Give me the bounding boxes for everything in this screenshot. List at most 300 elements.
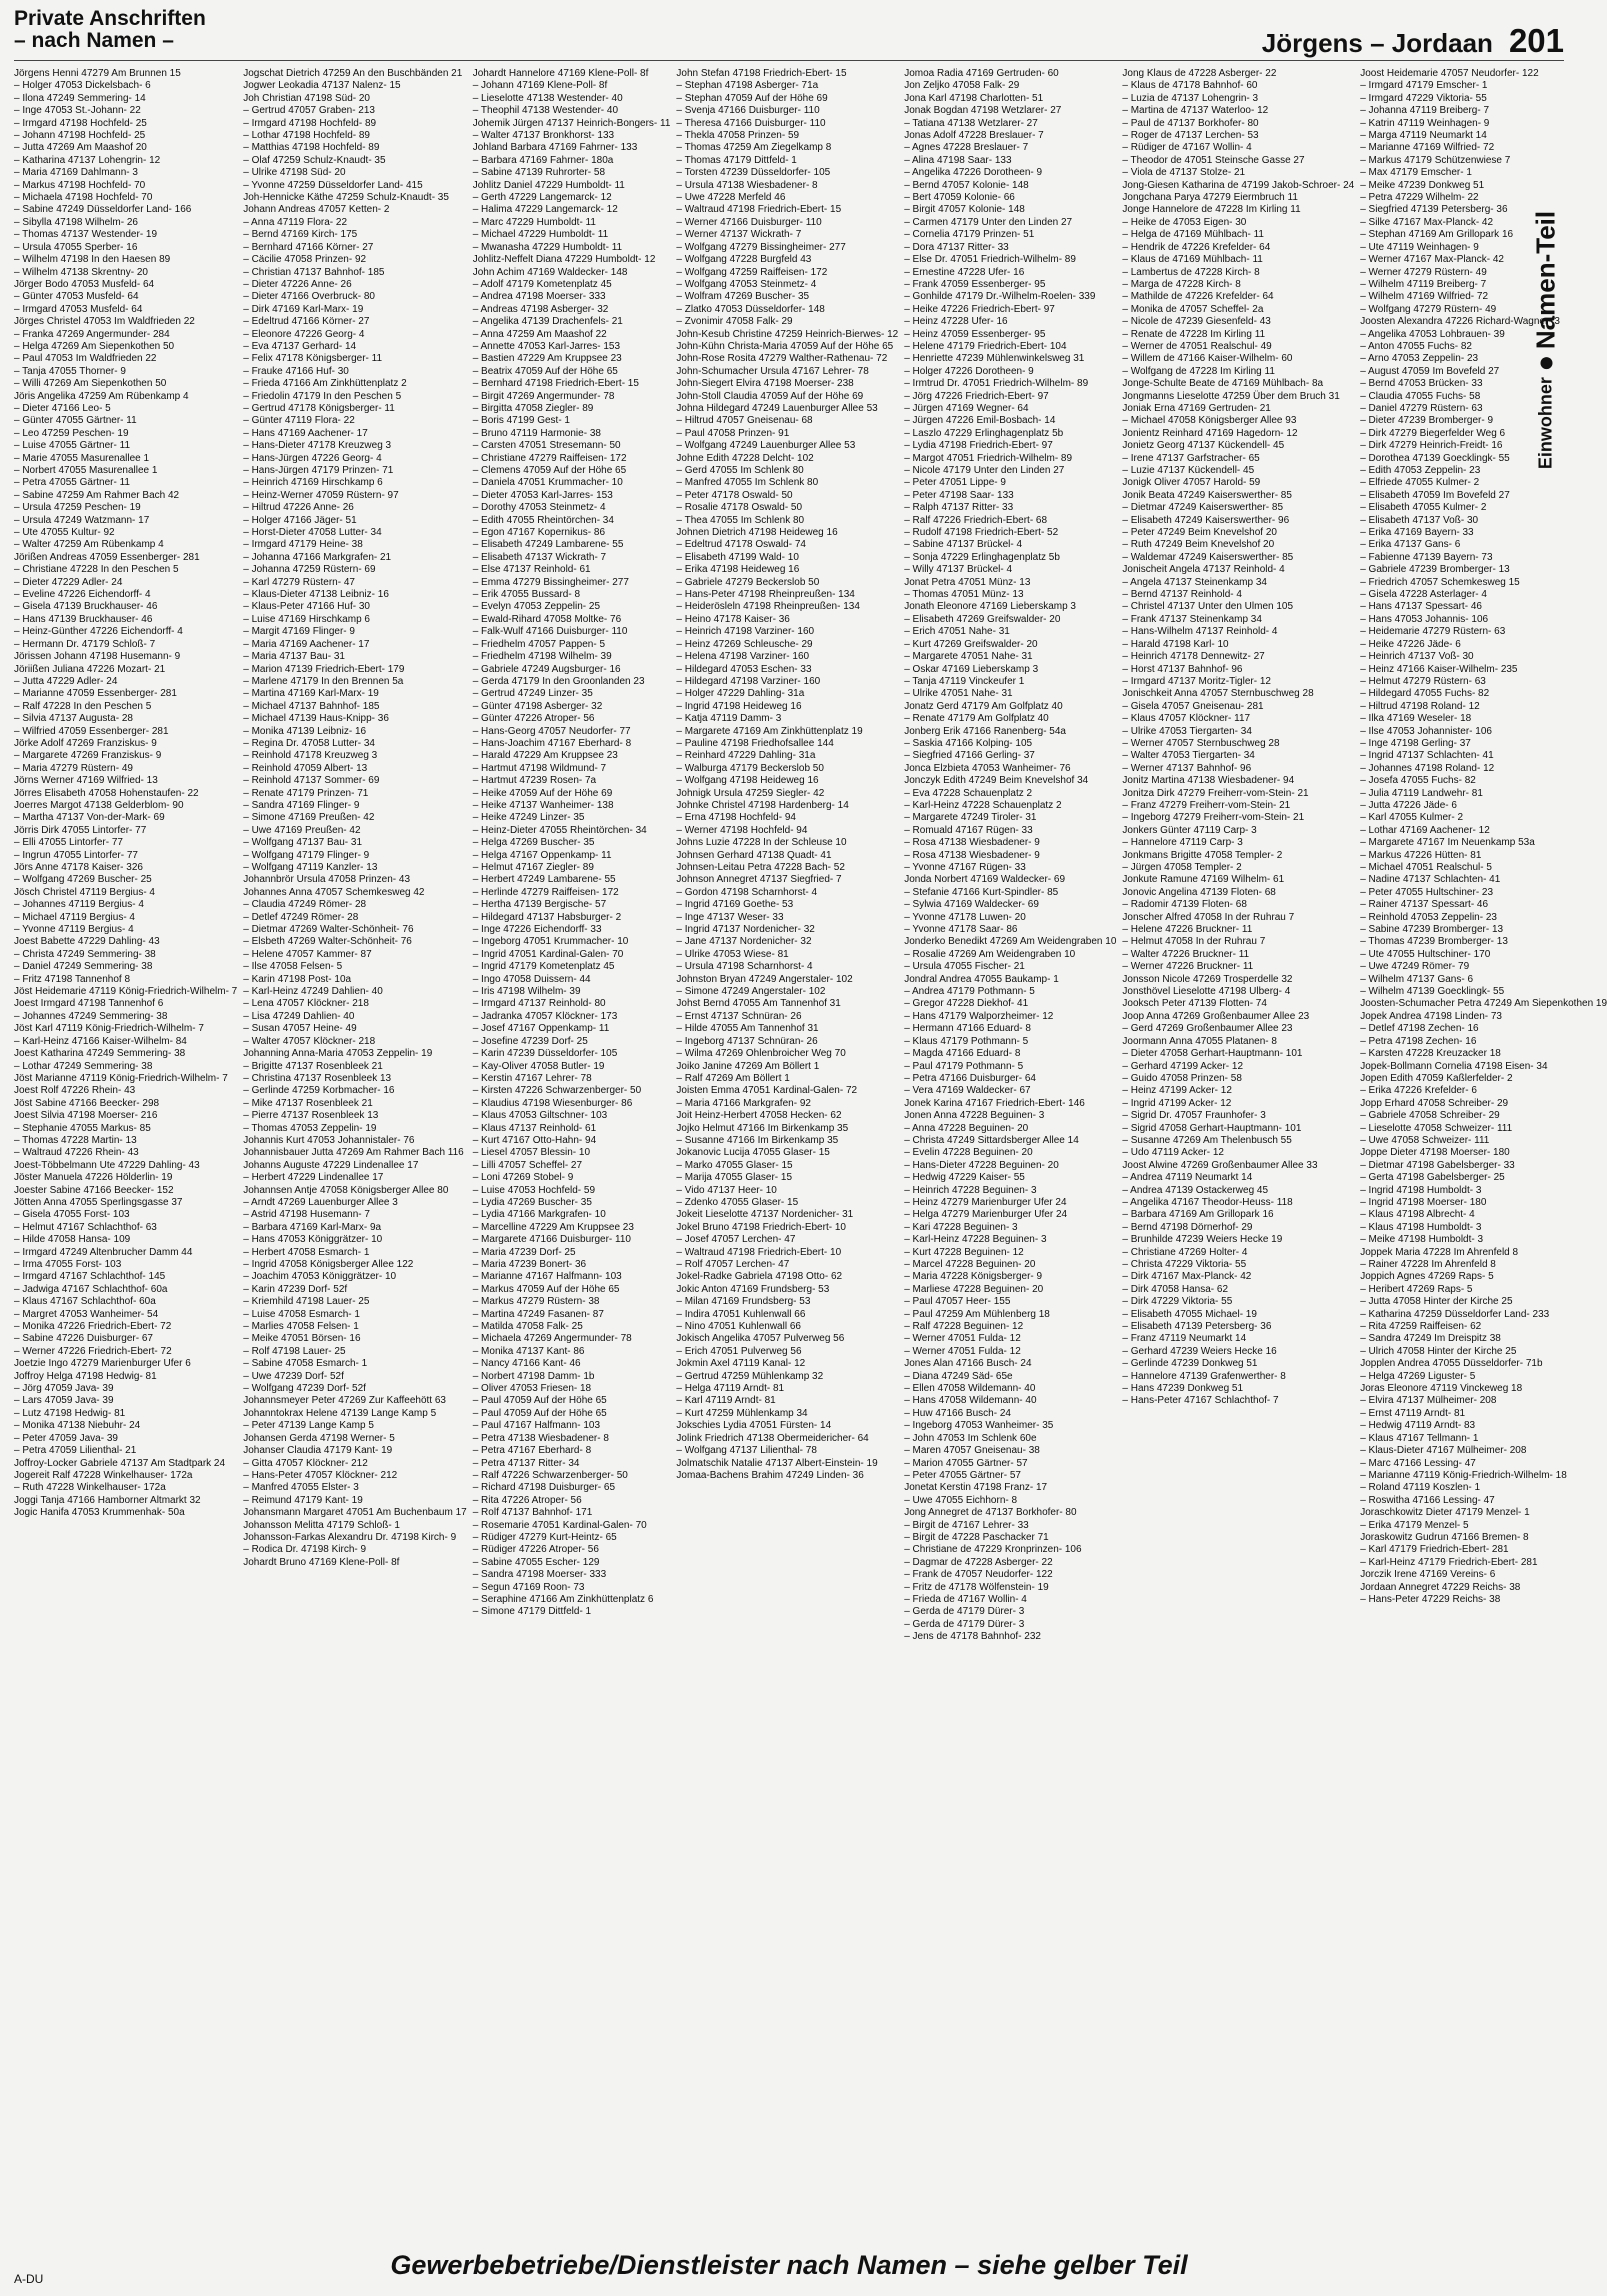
directory-entry: – Kurt 47269 Greifswalder- 20 [904,638,1038,650]
directory-entry: – Yvonne 47119 Bergius- 4 [14,924,134,936]
directory-entry: – Karl-Heinz 47249 Dahlien- 40 [243,986,383,998]
directory-entry: – Bernhard 47166 Körner- 27 [243,241,374,253]
directory-entry: – Frank 47059 Essenberger- 95 [904,278,1046,290]
directory-entry: Johannes Anna 47057 Schemkesweg 42 [243,886,425,898]
directory-entry: – Maria 47239 Dorf- 25 [472,1246,576,1258]
directory-entry: – Wolfgang de 47228 Im Kirling 11 [1122,365,1275,377]
directory-entry: – Ute 47119 Weinhagen- 9 [1360,241,1479,253]
directory-entry: – Karl 47279 Rüstern- 47 [243,576,355,588]
directory-entry: – Elisabeth 47199 Wald- 10 [676,551,799,563]
directory-entry: – Josefine 47239 Dorf- 25 [472,1035,588,1047]
directory-entry: – Sylwia 47169 Waldecker- 69 [904,899,1039,911]
directory-entry: – Falk-Wulf 47166 Duisburger- 110 [472,626,628,638]
directory-entry: – Marianne 47167 Halfmann- 103 [472,1271,622,1283]
directory-entry: – Gerda 47179 In den Groonlanden 23 [472,675,645,687]
directory-entry: – Irmgard 47198 Hochfeld- 89 [243,117,377,129]
directory-entry: – Hans 47137 Spessart- 46 [1360,601,1482,613]
directory-entry: – Ruth 47228 Winkelhauser- 172a [14,1482,166,1494]
directory-entry: – Heinz 47199 Acker- 12 [1122,1085,1232,1097]
directory-entry: – Helene 47057 Kammer- 87 [243,948,372,960]
directory-entry: – Hans 47169 Aachener- 17 [243,427,368,439]
directory-entry: – Karl-Heinz 47228 Schauenplatz 2 [904,799,1062,811]
directory-entry: Joost Alwine 47269 Großenbaumer Allee 33 [1122,1159,1318,1171]
directory-entry: – Maria 47169 Dahlmann- 3 [14,167,138,179]
directory-entry: – Bernd 47198 Dörnerhof- 29 [1122,1221,1253,1233]
directory-entry: – Dirk 47167 Max-Planck- 42 [1122,1271,1252,1283]
directory-entry: – Helene 47179 Friedrich-Ebert- 104 [904,340,1067,352]
directory-entry: Jokschies Lydia 47051 Fürsten- 14 [676,1420,832,1432]
directory-entry: – Erik 47055 Bussard- 8 [472,589,580,601]
directory-entry: – Andrea 47198 Moerser- 333 [472,291,606,303]
directory-entry: – Pauline 47198 Friedhofsallee 144 [676,737,834,749]
directory-entry: Jonge Hannelore de 47228 Im Kirling 11 [1122,204,1301,216]
directory-entry: – Carmen 47179 Unter den Linden 27 [904,216,1073,228]
directory-entry: Jöst Sabine 47166 Beecker- 298 [14,1097,160,1109]
directory-entry: Jooksch Peter 47139 Flotten- 74 [1122,998,1267,1010]
directory-entry: – Petra 47166 Duisburger- 64 [904,1072,1036,1084]
directory-entry: – Gerda de 47179 Dürer- 3 [904,1618,1025,1630]
directory-entry: – Peter 47059 Java- 39 [14,1432,118,1444]
directory-entry: – Dirk 47058 Hansa- 62 [1122,1283,1229,1295]
directory-entry: – Wolfgang 47119 Kanzler- 13 [243,862,378,873]
directory-entry: – Günter 47226 Atroper- 56 [472,713,595,725]
directory-entry: – Werner 47166 Duisburger- 110 [676,216,822,228]
directory-entry: – Meike 47198 Humboldt- 3 [1360,1234,1484,1246]
directory-entry: – Marianne 47059 Essenberger- 281 [14,688,177,700]
directory-entry: – Michael 47139 Haus-Knipp- 36 [243,713,389,725]
directory-entry: – Frieda 47166 Am Zinkhüttenplatz 2 [243,378,407,390]
directory-entry: – Hertha 47139 Bergische- 57 [472,899,607,911]
directory-entry: – Marcel 47228 Beguinen- 20 [904,1259,1036,1270]
directory-entry: – Christel 47137 Unter den Ulmen 105 [1122,601,1294,613]
directory-entry: – Wolfgang 47249 Lauenburger Allee 53 [676,440,856,452]
directory-entry: Johansson-Farkas Alexandru Dr. 47198 Kirch- 9 [243,1531,457,1543]
directory-entry: Jonscher Alfred 47058 In der Ruhrau 7 [1122,911,1295,923]
directory-entry: – Erika 47179 Menzel- 5 [1360,1519,1469,1531]
directory-entry: – Josef 47167 Oppenkamp- 11 [472,1023,610,1035]
directory-entry: – Uwe 47249 Römer- 79 [1360,961,1470,973]
directory-entry: – Bert 47059 Kolonie- 66 [904,192,1015,204]
directory-entry: – Hans-Jürgen 47179 Prinzen- 71 [243,465,394,476]
directory-entry: – Elisabeth 47055 Kulmer- 2 [1360,502,1487,514]
directory-entry: – Udo 47119 Acker- 12 [1122,1147,1224,1159]
directory-entry: – Maria 47239 Bonert- 36 [472,1259,587,1270]
directory-entry: – Ingo 47058 Duissern- 44 [472,973,591,985]
directory-entry: – Rolf 47137 Bahnhof- 171 [472,1507,593,1519]
directory-entry: – Margarete 47051 Nahe- 31 [904,651,1033,663]
side-tab-text [1531,211,1562,469]
directory-entry: – Huw 47166 Busch- 24 [904,1407,1011,1419]
directory-entry: – Hannelore 47119 Carp- 3 [1122,837,1243,849]
directory-entry: – Rosa 47138 Wiesbadener- 9 [904,849,1040,861]
directory-entry: Jonitza Dirk 47279 Freiherr-vom-Stein- 21 [1122,787,1309,799]
directory-entry: – Harald 47229 Am Kruppsee 23 [472,750,618,762]
directory-entry: Joost Heidemarie 47057 Neudorfer- 122 [1360,68,1539,79]
directory-entry: – Rita 47226 Atroper- 56 [472,1494,582,1506]
directory-entry: Joisten Emma 47051 Kardinal-Galen- 72 [676,1085,858,1097]
directory-entry: – Helmut 47058 In der Ruhrau 7 [1122,936,1266,948]
directory-entry: – Luise 47058 Esmarch- 1 [243,1308,360,1320]
directory-entry: – Gisela 47139 Bruckhauser- 46 [14,601,158,613]
directory-entry: Johannisbauer Jutta 47269 Am Rahmer Bach 116 [243,1147,464,1159]
directory-entry: Johansson Melitta 47179 Schloß- 1 [243,1519,400,1531]
directory-entry: – Franka 47269 Angermunder- 284 [14,328,170,340]
directory-entry: – Peter 47249 Beim Knevelshof 20 [1122,527,1277,539]
directory-entry: – Regina Dr. 47058 Lutter- 34 [243,737,375,749]
directory-entry: – Birgit de 47228 Paschacker 71 [904,1531,1049,1543]
directory-entry: – Sabine 47058 Esmarch- 1 [243,1358,368,1370]
directory-entry: – Markus 47059 Auf der Höhe 65 [472,1283,620,1295]
directory-entry: – Lars 47059 Java- 39 [14,1395,114,1407]
directory-entry: – Sabine 47139 Ruhrorter- 58 [472,167,606,179]
directory-entry: – Walter 47259 Am Rübenkamp 4 [14,539,164,551]
directory-entry: Johardt Hannelore 47169 Klene-Poll- 8f [472,68,649,79]
directory-entry: – Hartmut 47239 Rosen- 7a [472,775,597,787]
directory-entry: – Brunhilde 47239 Weiers Hecke 19 [1122,1234,1283,1246]
directory-entry: – Dieter 47166 Overbruck- 80 [243,291,375,303]
directory-entry: – Walter 47053 Tiergarten- 34 [1122,750,1255,762]
directory-entry: – Andreas 47198 Asberger- 32 [472,303,609,315]
directory-entry: – Susanne 47269 Am Thelenbusch 55 [1122,1134,1292,1146]
directory-entry: – Margarete 47269 Franziskus- 9 [14,750,162,762]
directory-entry: – Anna 47228 Beguinen- 20 [904,1122,1029,1134]
directory-column [473,68,671,2246]
directory-entry: – Heribert 47269 Raps- 5 [1360,1283,1473,1295]
directory-entry: – Matthias 47198 Hochfeld- 89 [243,142,380,154]
directory-entry: – Karsten 47228 Kreuzacker 18 [1360,1048,1501,1060]
directory-entry: Jones Alan 47166 Busch- 24 [904,1358,1032,1370]
directory-entry: – Kurt 47228 Beguinen- 12 [904,1246,1024,1258]
directory-entry: Jöris Angelika 47259 Am Rübenkamp 4 [14,390,189,402]
directory-entry: – Stephan 47169 Am Grillopark 16 [1360,229,1514,241]
directory-entry: – Heinrich 47198 Varziner- 160 [676,626,815,638]
directory-entry: – Wolfgang 47279 Rüstern- 49 [1360,303,1497,315]
section-title [14,8,206,52]
directory-entry: Jong Klaus de 47228 Asberger- 22 [1122,68,1277,79]
directory-entry: – Lilli 47057 Scheffel- 27 [472,1159,583,1171]
directory-entry: – Werner 47137 Bahnhof- 96 [1122,762,1252,774]
directory-entry: – Werner 47167 Max-Planck- 42 [1360,254,1504,266]
directory-entry: Jongchana Parya 47279 Eiermbruch 11 [1122,192,1298,204]
directory-entry: – Jürgen 47058 Templer- 2 [1122,862,1242,873]
directory-entry: Joester Sabine 47166 Beecker- 152 [14,1184,174,1196]
directory-entry: – Erika 47169 Bayern- 33 [1360,527,1474,539]
directory-entry: Johlitz Daniel 47229 Humboldt- 11 [472,179,625,191]
directory-entry: – Bruno 47119 Harmonie- 38 [472,427,601,439]
directory-entry: – Mwanasha 47229 Humboldt- 11 [472,241,623,253]
directory-entry: Joop Anna 47269 Großenbaumer Allee 23 [1122,1010,1310,1022]
directory-entry: – Hildegard 47053 Eschen- 33 [676,663,812,675]
directory-entry: – Paul 47058 Prinzen- 91 [676,427,790,439]
directory-entry: – Petra 47167 Eberhard- 8 [472,1445,592,1457]
directory-entry: Johnston Bryan 47249 Angerstaler- 102 [676,973,853,985]
directory-entry: – Leo 47259 Peschen- 19 [14,427,129,439]
directory-entry: – Rosemarie 47051 Kardinal-Galen- 70 [472,1519,647,1531]
directory-entry: Joetzie Ingo 47279 Marienburger Ufer 6 [14,1358,191,1370]
directory-entry: – Marga 47119 Neumarkt 14 [1360,130,1487,142]
directory-entry: – Wilhelm 47198 In den Haesen 89 [14,254,171,266]
directory-entry: – Thomas 47259 Am Ziegelkamp 8 [676,142,832,154]
directory-entry: – Else 47137 Reinhold- 61 [472,564,591,576]
directory-entry: Joppek Maria 47228 Im Ahrenfeld 8 [1360,1246,1519,1258]
directory-entry: – Marlene 47179 In den Brennen 5a [243,675,404,687]
directory-entry: – Anna 47259 Am Maashof 22 [472,328,607,340]
directory-entry: Jogereit Ralf 47228 Winkelhauser- 172a [14,1469,193,1481]
directory-entry: – Sandra 47169 Flinger- 9 [243,799,360,811]
directory-entry: – Ingrid 47169 Goethe- 53 [676,899,794,911]
directory-entry: – Gregor 47228 Diekhof- 41 [904,998,1029,1010]
directory-entry: – Klaus de 47178 Bahnhof- 60 [1122,80,1258,92]
directory-entry: – Klaus-Dieter 47167 Mülheimer- 208 [1360,1445,1527,1457]
directory-entry: – Herbert 47249 Lambarene- 55 [472,874,616,886]
directory-entry: – Walter 47137 Bronkhorst- 133 [472,130,615,142]
directory-entry: Jöst Marianne 47119 König-Friedrich-Wilhelm- 7 [14,1072,228,1084]
directory-entry: – Silvia 47137 Augusta- 28 [14,713,133,725]
directory-entry: – Zlatko 47053 Düsseldorfer- 148 [676,303,825,315]
directory-entry: – Monika 47226 Friedrich-Ebert- 72 [14,1321,172,1333]
directory-entry: – Michaela 47269 Angermunder- 78 [472,1333,632,1345]
directory-entry: Joest Rolf 47226 Rhein- 43 [14,1085,136,1097]
directory-entry: – Helena 47198 Varziner- 160 [676,651,810,663]
directory-entry: – Margarete 47249 Tiroler- 31 [904,812,1037,824]
directory-entry: – Monika de 47057 Scheffel- 2a [1122,303,1264,315]
directory-entry: – Lisa 47249 Dahlien- 40 [243,1010,355,1022]
directory-entry: – Christiane 47269 Holter- 4 [1122,1246,1248,1258]
directory-entry: Jörges Christel 47053 Im Waldfrieden 22 [14,316,195,328]
directory-entry: – Evelin 47228 Beguinen- 20 [904,1147,1033,1159]
directory-entry: – Liesel 47057 Blessin- 10 [472,1147,591,1159]
directory-entry: – Hans 47058 Wildemann- 40 [904,1395,1037,1407]
directory-entry: – Gerhard 47199 Acker- 12 [1122,1060,1244,1072]
directory-entry: – Walter 47226 Bruckner- 11 [1122,948,1250,960]
directory-entry: – Rodica Dr. 47198 Kirch- 9 [243,1544,367,1556]
directory-entry: – Hilde 47058 Hansa- 109 [14,1234,131,1246]
directory-entry: Jokeit Lieselotte 47137 Nordenicher- 31 [676,1209,854,1221]
directory-entry: – Marianne 47169 Wilfried- 72 [1360,142,1495,154]
directory-entry: – Hendrik de 47226 Krefelder- 64 [1122,241,1271,253]
directory-entry: Jolmatschik Natalie 47137 Albert-Einstein- 19 [676,1457,878,1469]
directory-entry: – Clemens 47059 Auf der Höhe 65 [472,465,627,476]
directory-entry: – Gerth 47229 Langemarck- 12 [472,192,612,204]
directory-entry: – Wolfgang 47259 Raiffeisen- 172 [676,266,828,278]
directory-entry: John-Kesub Christine 47259 Heinrich-Bierwes- 12 [676,328,899,340]
directory-entry: – Uwe 47055 Eichhorn- 8 [904,1494,1018,1506]
directory-entry: – Helmut 47279 Rüstern- 63 [1360,675,1486,687]
directory-entry: Jogschat Dietrich 47259 An den Buschbänden 21 [243,68,463,79]
directory-entry: – Edith 47053 Zeppelin- 23 [1360,465,1481,476]
directory-entry: – Friedhelm 47057 Pappen- 5 [472,638,606,650]
directory-entry: Johne Edith 47228 Delcht- 102 [676,452,814,464]
directory-entry: – Lothar 47169 Aachener- 12 [1360,824,1490,836]
directory-entry: – Thomas 47051 Münz- 13 [904,589,1024,601]
directory-entry: – Paul 47059 Auf der Höhe 65 [472,1395,607,1407]
directory-entry: – Norbert 47198 Damm- 1b [472,1370,595,1382]
directory-entry: – Theresa 47166 Duisburger- 110 [676,117,826,129]
directory-entry: Joerres Margot 47138 Gelderblom- 90 [14,799,184,811]
directory-entry: Jonek Karina 47167 Friedrich-Ebert- 146 [904,1097,1085,1109]
directory-entry: – Ute 47055 Hultschiner- 170 [1360,948,1491,960]
directory-entry: – Susanne 47166 Im Birkenkamp 35 [676,1134,839,1146]
directory-entry: – Iris 47198 Wilhelm- 39 [472,986,581,998]
directory-entry: – Gisela 47057 Gneisenau- 281 [1122,700,1264,712]
directory-entry: – Ulrike 47053 Wiese- 81 [676,948,789,960]
directory-entry: – Detlef 47198 Zechen- 16 [1360,1023,1479,1035]
directory-entry: – Daniel 47279 Rüstern- 63 [1360,402,1483,414]
directory-entry: Johnen Dietrich 47198 Heideweg 16 [676,527,838,539]
directory-entry: – Reinhold 47059 Albert- 13 [243,762,368,774]
directory-entry: – Gordon 47198 Scharnhorst- 4 [676,886,818,898]
directory-entry: – Wolfram 47269 Buscher- 35 [676,291,810,303]
directory-entry: – Sigrid Dr. 47057 Fraunhofer- 3 [1122,1110,1266,1122]
directory-entry: – Heiderösleln 47198 Rheinpreußen- 134 [676,601,860,613]
directory-entry: – Ulrich 47058 Hinter der Kirche 25 [1360,1345,1517,1357]
directory-entry: – Klaus de 47169 Mühlbach- 11 [1122,254,1263,266]
directory-entry: Jöriißen Juliana 47226 Mozart- 21 [14,663,166,675]
directory-entry: – Ralf 47228 Beguinen- 12 [904,1321,1024,1333]
directory-entry: – Roland 47119 Koszlen- 1 [1360,1482,1481,1494]
directory-entry: – Carsten 47051 Stresemann- 50 [472,440,621,452]
directory-entry: – Ingeborg 47279 Freiherr-vom-Stein- 21 [1122,812,1305,824]
directory-entry: – Ingrid 47051 Kardinal-Galen- 70 [472,948,624,960]
directory-entry: – Karin 47239 Dorf- 52f [243,1283,348,1295]
directory-entry: – Peter 47139 Lange Kamp 5 [243,1420,374,1432]
directory-entry: Johannsen Antje 47058 Königsberger Allee 80 [243,1184,449,1196]
directory-entry: – Karl-Heinz 47179 Friedrich-Ebert- 281 [1360,1556,1538,1568]
directory-entry: – Klaus 47167 Schlachthof- 60a [14,1296,156,1308]
directory-entry: Johann Andreas 47057 Ketten- 2 [243,204,390,216]
directory-entry: – Kriemhild 47198 Lauer- 25 [243,1296,370,1308]
directory-entry: – Alina 47198 Saar- 133 [904,154,1012,166]
directory-entry: – Frieda de 47167 Wollin- 4 [904,1593,1027,1605]
directory-entry: – Marlies 47058 Felsen- 1 [243,1321,359,1333]
directory-entry: – Seraphine 47166 Am Zinkhüttenplatz 6 [472,1593,654,1605]
directory-entry: Johnsen-Leitau Petra 47228 Bach- 52 [676,862,845,873]
directory-entry: – Wolfgang 47053 Steinmetz- 4 [676,278,817,290]
directory-entry: Jonischeit Angela 47137 Reinhold- 4 [1122,564,1285,576]
directory-entry: – Elisabeth 47137 Wickrath- 7 [472,551,607,563]
directory-entry: – Werner 47226 Bruckner- 11 [1122,961,1254,973]
directory-entry: Joppe Dieter 47198 Moerser- 180 [1360,1147,1510,1159]
directory-entry: Jokanovic Lucija 47055 Glaser- 15 [676,1147,830,1159]
directory-entry: – Andrea 47139 Ostackerweg 45 [1122,1184,1269,1196]
directory-entry: – Margret 47053 Wanheimer- 54 [14,1308,159,1320]
directory-entry: – Adolf 47179 Kometenplatz 45 [472,278,612,290]
directory-entry: – Hiltrud 47226 Anne- 26 [243,502,354,514]
directory-entry: Joraskowitz Gudrun 47166 Bremen- 8 [1360,1531,1529,1543]
directory-entry: – Annette 47053 Karl-Jarres- 153 [472,340,621,352]
directory-entry: – Luise 47053 Hochfeld- 59 [472,1184,596,1196]
directory-entry: – Heinz-Günther 47226 Eichendorff- 4 [14,626,183,638]
directory-entry: Jonigk Oliver 47057 Harold- 59 [1122,477,1261,489]
directory-entry: – Inge 47226 Eichendorff- 33 [472,924,602,936]
directory-entry: – Yvonne 47259 Düsseldorfer Land- 415 [243,179,423,191]
directory-entry: – Luzia de 47137 Lohengrin- 3 [1122,92,1259,104]
directory-entry: – Rosalie 47178 Oswald- 50 [676,502,803,514]
directory-entry: – Angela 47137 Steinenkamp 34 [1122,576,1267,588]
directory-entry: – Manfred 47055 Elster- 3 [243,1482,359,1494]
directory-entry: – Angelika 47139 Drachenfels- 21 [472,316,623,328]
directory-entry: Joniak Erna 47169 Gertruden- 21 [1122,402,1271,414]
directory-entry: – Elisabeth 47059 Im Bovefeld 27 [1360,489,1510,501]
directory-entry: – Inge 47198 Gerling- 37 [1360,737,1471,749]
directory-entry: – Holger 47226 Dorotheen- 9 [904,365,1034,377]
directory-entry: – Luise 47055 Gärtner- 11 [14,440,131,452]
directory-entry: Johanning Anna-Maria 47053 Zeppelin- 19 [243,1048,433,1060]
directory-entry: – Sabine 47055 Escher- 129 [472,1556,600,1568]
directory-entry: – Helene 47226 Bruckner- 11 [1122,924,1253,936]
directory-entry: – Peter 47055 Hultschiner- 23 [1360,886,1494,898]
directory-entry: Johannsmeyer Peter 47269 Zur Kaffeehött 63 [243,1395,446,1407]
directory-entry: – Dieter 47058 Gerhart-Hauptmann- 101 [1122,1048,1303,1060]
directory-entry: Joest Irmgard 47198 Tannenhof 6 [14,998,164,1010]
directory-entry: Jörger Bodo 47053 Musfeld- 64 [14,278,155,290]
directory-entry: Johanntokrax Helene 47139 Lange Kamp 5 [243,1407,437,1419]
directory-entry: – Uwe 47058 Schweizer- 111 [1360,1134,1490,1146]
directory-entry: – Sabine 47259 Am Rahmer Bach 42 [14,489,180,501]
directory-entry: – Klaudius 47198 Wiesenburger- 86 [472,1097,633,1109]
directory-entry: – Wolfgang 47137 Bau- 31 [243,837,363,849]
directory-entry: – Thomas 47137 Westender- 19 [14,229,158,241]
directory-entry: – Renate 47179 Am Golfplatz 40 [904,713,1049,725]
directory-entry: – Bernd 47057 Kolonie- 148 [904,179,1029,191]
directory-entry: – Heinrich 47169 Hirschkamp 6 [243,477,383,489]
directory-entry: – Dorothy 47053 Steinmetz- 4 [472,502,606,514]
footer-note: Gewerbebetriebe/Dienstleister nach Namen – siehe gelber Teil [390,2250,1188,2280]
directory-column [1122,68,1354,2246]
directory-entry: – Dirk 47279 Biegerfelder Weg 6 [1360,427,1506,439]
directory-entry: – Nadine 47137 Schlachten- 41 [1360,874,1501,886]
directory-entry: – Beatrix 47059 Auf der Höhe 65 [472,365,618,377]
directory-entry: – Karl 47119 Arndt- 81 [676,1395,776,1407]
directory-entry: Jonda Norbert 47169 Waldecker- 69 [904,874,1066,886]
directory-entry: – Marcelline 47229 Am Kruppsee 23 [472,1221,634,1233]
directory-entry: – Kari 47228 Beguinen- 3 [904,1221,1018,1233]
directory-entry: – Matilda 47058 Falk- 25 [472,1321,583,1333]
directory-entry: – Yvonne 47178 Saar- 86 [904,924,1018,936]
directory-entry: – Halima 47229 Langemarck- 12 [472,204,618,216]
directory-entry: Johst Bernd 47055 Am Tannenhof 31 [676,998,841,1010]
directory-entry: – Heinz-Dieter 47055 Rheintörchen- 34 [472,824,647,836]
directory-entry: Jonkute Ramune 47169 Wilhelm- 61 [1122,874,1285,886]
directory-entry: – Ralf 47228 In den Peschen 5 [14,700,152,712]
directory-entry: – Inge 47053 St.-Johann- 22 [14,105,141,117]
directory-entry: Jonietz Georg 47137 Kückendell- 45 [1122,440,1285,452]
directory-entry: – Renate de 47228 Im Kirling 11 [1122,328,1266,340]
directory-entry: Jongmanns Lieselotte 47259 Über dem Bruch 31 [1122,390,1340,402]
directory-entry: – Gabriele 47239 Bromberger- 13 [1360,564,1510,576]
directory-entry: – Hartmut 47198 Wildmund- 7 [472,762,607,774]
directory-entry: – Stefanie 47166 Kurt-Spindler- 85 [904,886,1059,898]
directory-entry: – Marliese 47228 Beguinen- 20 [904,1283,1044,1295]
directory-entry: – Petra 47138 Wiesbadener- 8 [472,1432,609,1444]
directory-entry: – Margit 47169 Flinger- 9 [243,626,355,638]
header-rule [14,60,1564,61]
directory-entry: – Reinhard 47229 Dahling- 31a [676,750,816,762]
directory-entry: – Lieselotte 47058 Schweizer- 111 [1360,1122,1513,1134]
directory-entry: – Rainer 47228 Im Ahrenfeld 8 [1360,1259,1496,1270]
directory-entry: – Christiane 47279 Raiffeisen- 172 [472,452,627,464]
directory-entry: Jonat Petra 47051 Münz- 13 [904,576,1031,588]
directory-entry: – Dietmar 47269 Walter-Schönheit- 76 [243,924,414,936]
directory-entry: – Erika 47226 Krefelder- 6 [1360,1085,1477,1097]
directory-entry: – Erika 47137 Gans- 6 [1360,539,1461,551]
directory-entry: Jörke Adolf 47269 Franziskus- 9 [14,737,157,749]
directory-entry: Joormann Anna 47055 Platanen- 8 [1122,1035,1277,1047]
directory-entry: – Rüdiger de 47167 Wollin- 4 [1122,142,1252,154]
directory-entry: – Dieter 47226 Anne- 26 [243,278,352,290]
directory-entry: – Birgit de 47167 Lehrer- 33 [904,1519,1029,1531]
directory-entry: – Cäcilie 47058 Prinzen- 92 [243,254,367,266]
